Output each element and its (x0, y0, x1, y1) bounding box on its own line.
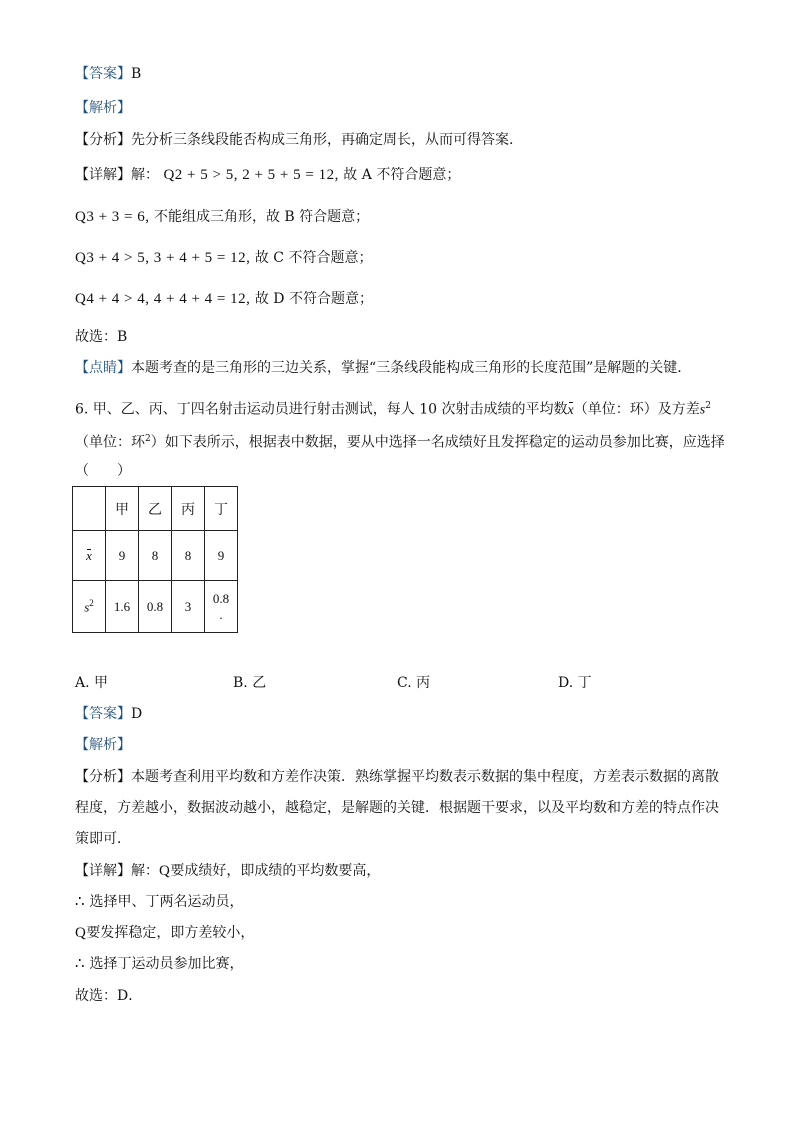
q5-step-line (75, 207, 369, 227)
x-bar-symbol: x (86, 547, 92, 563)
solution-text: 要发挥稳定，即方差较小， (86, 925, 255, 941)
stem-text: （ ） (75, 463, 131, 479)
table-row (73, 581, 238, 633)
q5-dianjing-line (75, 358, 682, 378)
xiangjie-tag: 【详解】 (75, 167, 131, 183)
therefore-symbol: ∴ (75, 956, 86, 972)
table-header-cell: 丁 (205, 487, 238, 531)
score-table (72, 486, 238, 633)
fenxi-tag: 【分析】 (75, 132, 131, 148)
choice-c: C. 丙 (397, 675, 431, 691)
dianjing-text: 本题考查的是三角形的三边关系，掌握“三条线段能构成三角形的长度范围”是解题的关键. (131, 360, 682, 376)
because-symbol: Q (75, 291, 87, 307)
choice-row (75, 673, 635, 693)
analysis-tag: 【解析】 (75, 100, 131, 116)
stem-text: （单位：环）及方差 (573, 401, 700, 418)
q6-answer-line (75, 704, 142, 724)
q6-solution-line (75, 892, 244, 912)
table-header-cell: 甲 (106, 487, 139, 531)
solution-text: 要成绩好，即成绩的平均数要高， (170, 863, 381, 879)
table-header-cell: 丙 (172, 487, 205, 531)
because-symbol: Q (75, 209, 87, 225)
q6-solution-line (75, 923, 254, 943)
choice-b: B. 乙 (233, 675, 267, 691)
table-cell: 8 (172, 531, 205, 581)
stem-text: （单位：环 (75, 434, 145, 451)
q5-choose-line (75, 327, 127, 347)
step-math: 4 + 4 > 4, 4 + 4 + 4 = 12, (86, 291, 251, 307)
q5-answer-line (75, 64, 141, 84)
q6-fenxi-line (75, 829, 131, 849)
fenxi-tag: 【分析】 (75, 769, 131, 785)
x-bar-symbol: x (568, 401, 574, 421)
table-cell: 0.8 (139, 581, 172, 633)
xiangjie-prefix: 解： (131, 863, 159, 879)
answer-value: B (131, 66, 142, 82)
therefore-symbol: ∴ (75, 894, 86, 910)
xiangjie-tag: 【详解】 (75, 863, 131, 879)
q5-xiangjie-line (75, 165, 460, 185)
table-header-row (73, 487, 238, 531)
xiangjie-prefix: 解： (131, 167, 159, 183)
exponent: 2 (145, 434, 151, 444)
fenxi-text: 程度，方差越小，数据波动越小，越稳定，是解题的关键．根据题干要求，以及平均数和方差的特点作决 (75, 800, 719, 816)
q6-choose-line (75, 986, 142, 1006)
step-math: 2 + 5 > 5, 2 + 5 + 5 = 12, (174, 167, 339, 183)
choice-a: A. 甲 (75, 675, 109, 691)
s-symbol: s (84, 599, 90, 615)
exponent: 2 (705, 401, 711, 411)
table-header-cell: 乙 (139, 487, 172, 531)
q6-solution-line (75, 954, 244, 974)
q6-fenxi-line (75, 798, 719, 818)
solution-text: 选择甲、丁两名运动员， (85, 894, 244, 910)
step-math: 3 + 3 = 6, (86, 209, 150, 225)
q6-fenxi-line (75, 767, 719, 787)
q5-step-line (75, 289, 373, 309)
row-label-cell (73, 531, 106, 581)
dianjing-tag: 【点睛】 (75, 360, 131, 376)
q6-analysis-heading (75, 735, 131, 755)
table-cell: 9 (205, 531, 238, 581)
table-row (73, 531, 238, 581)
because-symbol: Q (75, 250, 87, 266)
trailing-dot: . (219, 606, 223, 622)
fenxi-text: 本题考查利用平均数和方差作决策．熟练掌握平均数表示数据的集中程度，方差表示数据的离散 (131, 769, 719, 785)
fenxi-text: 先分析三条线段能否构成三角形，再确定周长，从而可得答案. (131, 132, 514, 148)
q5-analysis-heading (75, 98, 131, 118)
stem-text: ）如下表所示，根据表中数据，要从中选择一名成绩好且发挥稳定的运动员参加比赛，应选择 (150, 434, 725, 451)
table-corner-cell (73, 487, 106, 531)
table-cell: 3 (172, 581, 205, 633)
q6-stem-line-1 (75, 396, 711, 421)
stem-text: 6. 甲、乙、丙、丁四名射击运动员进行射击测试，每人 10 次射击成绩的平均数 (75, 401, 568, 418)
answer-tag: 【答案】 (75, 706, 131, 722)
table-cell: 1.6 (106, 581, 139, 633)
step-text: 不能组成三角形，故 B 符合题意； (149, 209, 370, 225)
choose-text: 故选：D． (75, 988, 143, 1004)
q6-stem-line-3 (75, 461, 131, 481)
analysis-tag: 【解析】 (75, 737, 131, 753)
step-text: 故 C 不符合题意； (250, 250, 373, 266)
exponent: 2 (89, 597, 94, 608)
table-cell: 9 (106, 531, 139, 581)
s-symbol: s (699, 402, 706, 418)
q6-stem-line-2 (75, 429, 725, 453)
q5-fenxi-line (75, 130, 513, 150)
step-text: 故 D 不符合题意； (250, 291, 373, 307)
row-label-cell (73, 581, 106, 633)
q6-xiangjie-line (75, 861, 380, 881)
because-symbol: Q (163, 167, 175, 183)
solution-text: 选择丁运动员参加比赛， (85, 956, 244, 972)
because-symbol: Q (75, 925, 87, 941)
choose-text: 故选：B (75, 329, 128, 345)
q5-step-line (75, 248, 372, 268)
table-cell (205, 581, 238, 633)
because-symbol: Q (159, 863, 171, 879)
choice-d: D. 丁 (558, 675, 592, 691)
table-cell-value: 0.8 (212, 590, 230, 606)
step-math: 3 + 4 > 5, 3 + 4 + 5 = 12, (86, 250, 251, 266)
answer-value: D (131, 706, 143, 722)
table-cell: 8 (139, 531, 172, 581)
answer-tag: 【答案】 (75, 66, 131, 82)
step-text: 故 A 不符合题意； (338, 167, 461, 183)
fenxi-text: 策即可． (75, 831, 131, 847)
